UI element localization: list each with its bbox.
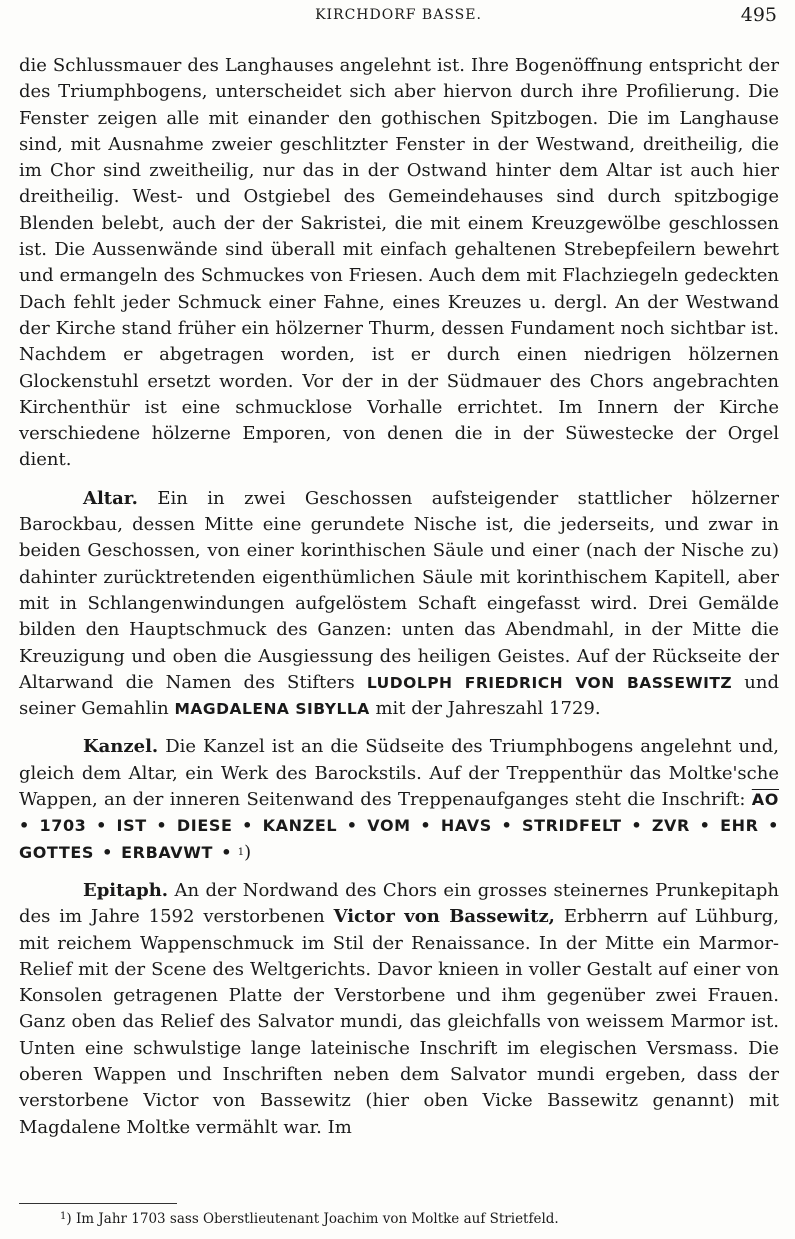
footnote-divider: [19, 1203, 177, 1204]
footnote-mark-paren: ): [66, 1211, 72, 1227]
section-heading-kanzel: Kanzel.: [83, 736, 159, 758]
footnote-reference-paren: ): [244, 841, 252, 863]
paragraph-epitaph: [19, 878, 779, 1141]
footnote-mark: 1: [60, 1211, 67, 1222]
footnote: [60, 1211, 559, 1227]
running-head: KIRCHDORF BASSE.: [315, 7, 482, 23]
epitaph-text: Erbherrn auf Lühburg, mit reichem Wappenschmuck im Stil der Renaissance. In der Mitte ein Marmor-Relief mit der Scene des Weltgerichts. Davor knieen in voller Gestalt auf einer von Konsolen getragenen Platte der Verstorbene und ihm gegenüber zwei Frauen. Ganz oben das Relief des Salvator mundi, das gleichfalls von weissem Marmor ist. Unten eine schwulstige lange lateinische Inschrift im elegischen Versmass. Die oberen Wappen und Inschriften neben dem Salvator mundi ergeben, dass der verstorbene Victor von Bassewitz (hier oben Vicke Bassewitz genannt) mit Magdalene Moltke vermählt war. Im: [19, 906, 779, 1138]
kanzel-text: Die Kanzel ist an die Südseite des Triumphbogens angelehnt und, gleich dem Altar, ein Werk des Barockstils. Auf der Treppenthür das Moltke'sche Wappen, an der inneren Seitenwand des Treppenaufganges steht die Inschrift:: [19, 736, 779, 811]
epitaph-text: An der Nordwand des Chors ein grosses steinernes Prunkepitaph des im Jahre 1592 verstorbenen: [19, 879, 779, 928]
body-text: [19, 53, 779, 1141]
inscription-ao: $\overline{AO}$: [751, 790, 779, 810]
paragraph-church-description: [19, 53, 779, 474]
paragraph-kanzel: [19, 734, 779, 865]
page-header: [20, 4, 777, 30]
footnote-text: Im Jahr 1703 sass Oberstlieutenant Joachim von Moltke auf Strietfeld.: [75, 1211, 559, 1227]
section-heading-altar: Altar.: [83, 487, 138, 509]
paragraph-text: die Schlussmauer des Langhauses angelehnt ist. Ihre Bogenöffnung entspricht der des Triumphbogens, unterscheidet sich aber hiervon durch ihre Profilierung. Die Fenster zeigen alle mit einander den gothischen Spitzbogen. Die im Langhause sind, mit Ausnahme zweier geschlitzter Fenster in der Westwand, dreitheilig, die im Chor sind zweitheilig, nur das in der Ostwand hinter dem Altar ist auch hier dreitheilig. West- und Ostgiebel des Gemeindehauses sind durch spitzbogige Blenden belebt, auch der der Sakristei, die mit einem Kreuzgewölbe geschlossen ist. Die Aussenwände sind überall mit einfach gehaltenen Strebepfeilern bewehrt und ermangeln des Schmuckes von Friesen. Auch dem mit Flachziegeln gedeckten Dach fehlt jeder Schmuck einer Fahne, eines Kreuzes u. dergl. An der Westwand der Kirche stand früher ein hölzerner Thurm, dessen Fundament noch sichtbar ist. Nachdem er abgetragen worden, ist er durch einen niedrigen hölzernen Glockenstuhl ersetzt worden. Vor der in der Südmauer des Chors angebrachten Kirchenthür ist eine schmucklose Vorhalle errichtet. Im Innern der Kirche verschiedene hölzerne Emporen, von denen die in der Süwestecke der Orgel dient.: [19, 55, 779, 471]
altar-text: mit der Jahreszahl 1729.: [375, 698, 601, 720]
altar-text: Ein in zwei Geschossen aufsteigender stattlicher hölzerner Barockbau, dessen Mitte eine gerundete Nische ist, die jederseits, und zwar in beiden Geschossen, von einer korinthischen Säule und einer (nach der Nische zu) dahinter zurücktretenden eigenthümlichen Säule mit korinthischem Kapitell, aber mit in Schlangenwindungen aufgelöstem Schaft eingefasst wird. Drei Gemälde bilden den Hauptschmuck des Ganzen: unten das Abendmahl, in der Mitte die Kreuzigung und oben die Ausgiessung des heiligen Geistes. Auf der Rückseite der Altarwand die Namen des Stifters: [19, 487, 779, 693]
altar-text: und seiner Gemahlin: [19, 671, 779, 720]
footnote-reference[interactable]: 1: [237, 846, 245, 858]
inscription-text: • 1703 • IST • DIESE • KANZEL • VOM • HAVS • STRIDFELT • ZVR • EHR • GOTTES • ERBAVWT •: [19, 816, 779, 862]
spouse-name: MAGDALENA SIBYLLA: [174, 700, 370, 719]
paragraph-altar: [19, 486, 779, 723]
deceased-name: Victor von Bassewitz,: [333, 906, 555, 928]
donor-name: LUDOLPH FRIEDRICH VON BASSEWITZ: [366, 673, 733, 692]
page-number: 495: [740, 4, 777, 26]
section-heading-epitaph: Epitaph.: [83, 879, 169, 901]
